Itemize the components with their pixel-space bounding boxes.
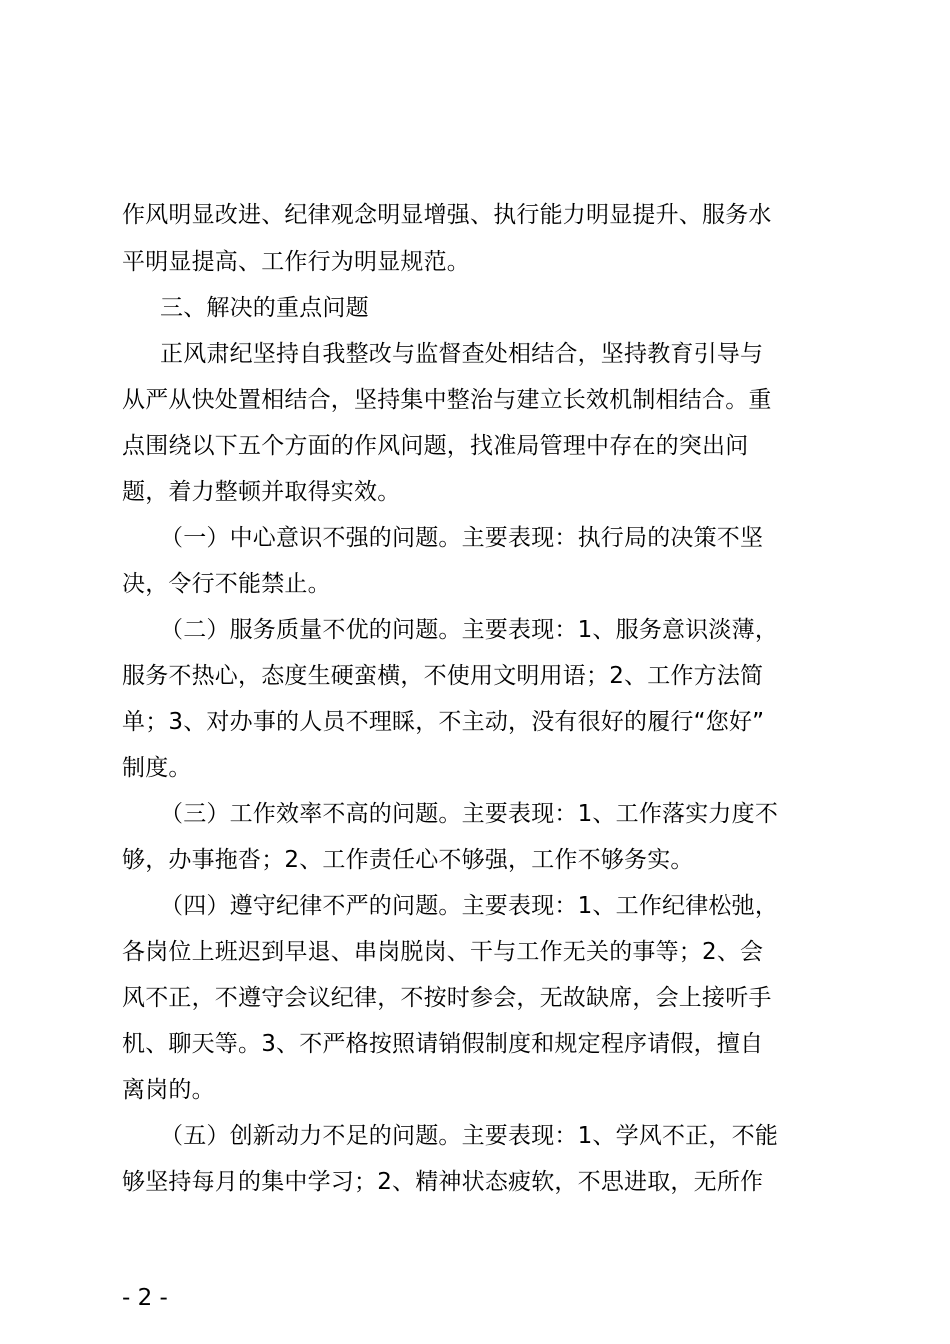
text-line: 点围绕以下五个方面的作风问题，找准局管理中存在的突出问 bbox=[122, 433, 749, 459]
text-line: 制度。 bbox=[122, 755, 192, 781]
text-line: 服务不热心，态度生硬蛮横，不使用文明用语；2、工作方法简 bbox=[122, 663, 764, 689]
text-line: 够，办事拖沓；2、工作责任心不够强，工作不够务实。 bbox=[122, 847, 694, 873]
text-line: 平明显提高、工作行为明显规范。 bbox=[122, 249, 470, 275]
text-line: 风不正，不遵守会议纪律，不按时参会，无故缺席，会上接听手 bbox=[122, 985, 772, 1011]
text-line: （二）服务质量不优的问题。主要表现：1、服务意识淡薄， bbox=[160, 617, 779, 643]
section-heading: 三、解决的重点问题 bbox=[160, 295, 369, 321]
text-line: 正风肃纪坚持自我整改与监督查处相结合，坚持教育引导与 bbox=[160, 341, 764, 367]
text-line: 各岗位上班迟到早退、串岗脱岗、干与工作无关的事等；2、会 bbox=[122, 939, 764, 965]
text-line: 单；3、对办事的人员不理睬，不主动，没有很好的履行“您好” bbox=[122, 709, 765, 735]
text-line: 作风明显改进、纪律观念明显增强、执行能力明显提升、服务水 bbox=[122, 202, 772, 228]
text-line: （三）工作效率不高的问题。主要表现：1、工作落实力度不 bbox=[160, 801, 779, 827]
text-line: 从严从快处置相结合，坚持集中整治与建立长效机制相结合。重 bbox=[122, 387, 772, 413]
page-number: - 2 - bbox=[122, 1285, 168, 1311]
text-line: （五）创新动力不足的问题。主要表现：1、学风不正，不能 bbox=[160, 1123, 779, 1149]
text-line: （一）中心意识不强的问题。主要表现：执行局的决策不坚 bbox=[160, 525, 764, 551]
text-line: （四）遵守纪律不严的问题。主要表现：1、工作纪律松弛， bbox=[160, 893, 779, 919]
text-line: 够坚持每月的集中学习；2、精神状态疲软，不思进取，无所作 bbox=[122, 1169, 764, 1195]
text-line: 决，令行不能禁止。 bbox=[122, 571, 331, 597]
text-line: 题，着力整顿并取得实效。 bbox=[122, 479, 401, 505]
text-line: 机、聊天等。3、不严格按照请销假制度和规定程序请假，擅自 bbox=[122, 1031, 764, 1057]
text-line: 离岗的。 bbox=[122, 1077, 215, 1103]
